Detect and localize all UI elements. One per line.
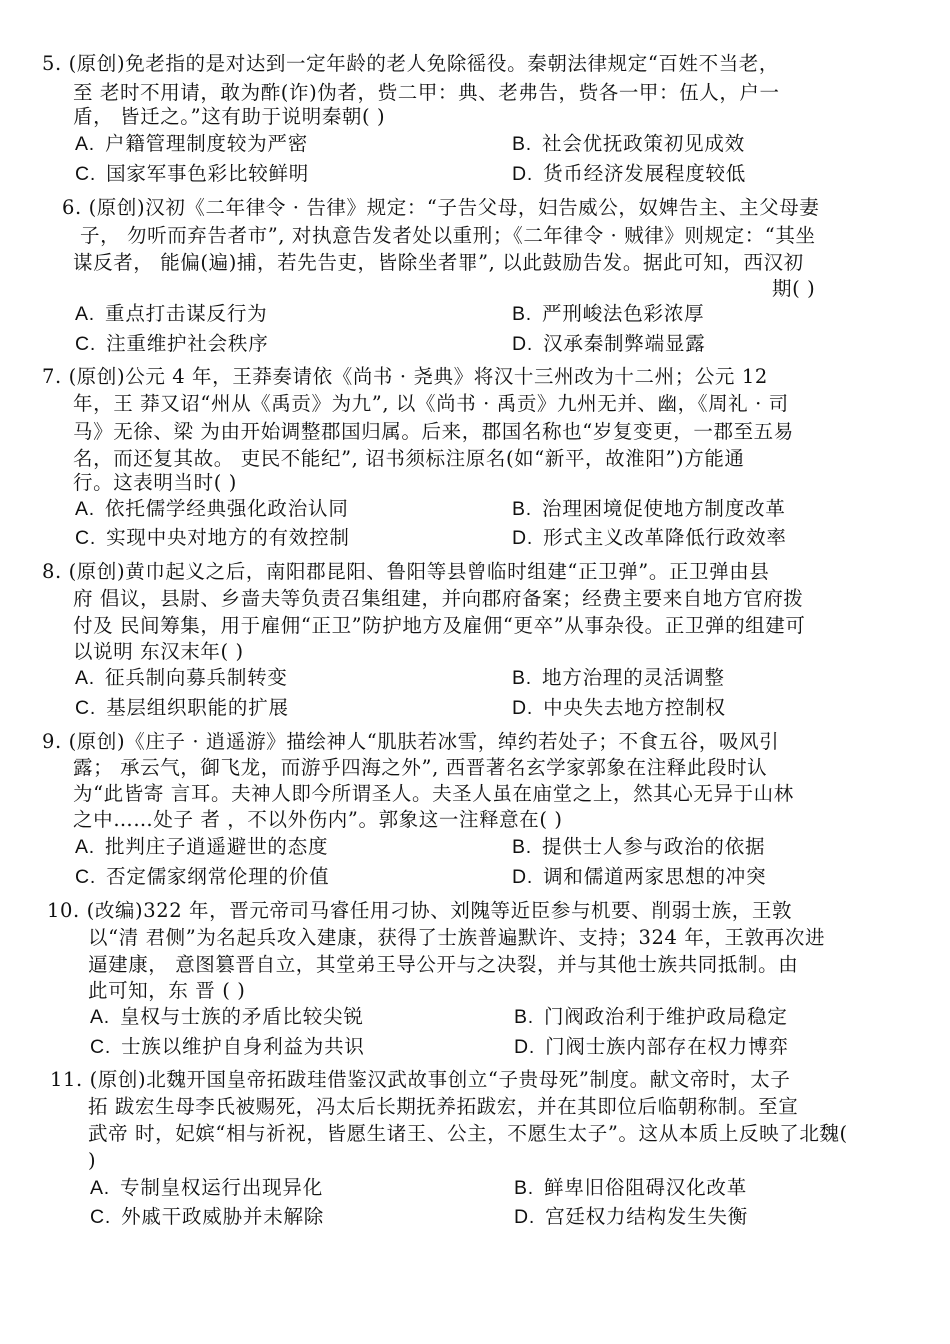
option-a: A. 批判庄子逍遥避世的态度 (75, 835, 329, 858)
option-a: A. 皇权与士族的矛盾比较尖锐 (90, 1005, 364, 1028)
question-text-line: 武帝 时，妃嫔“相与祈祝，皆愿生诸王、公主，不愿生太子”。这从本质上反映了北魏( (88, 1122, 848, 1145)
option-b: B. 地方治理的灵活调整 (512, 666, 725, 689)
question-text-line: ) (88, 1149, 97, 1172)
option-a: A. 专制皇权运行出现异化 (90, 1176, 324, 1199)
question-text-line: 年，王 莽又诏“州从《禹贡》为九”, 以《尚书 · 禹贡》九州无并、幽，《周礼 · 司 (73, 392, 789, 415)
option-c: C. 实现中央对地方的有效控制 (75, 526, 350, 549)
question-text-line: 付及 民间筹集，用于雇佣“正卫”防护地方及雇佣“更卒”从事杂役。正卫弹的组建可 (73, 614, 806, 637)
question-text-line: 以“清 君侧”为名起兵攻入建康，获得了士族普遍默许、支持；324 年，王敦再次进 (88, 926, 826, 949)
option-a: A. 重点打击谋反行为 (75, 302, 268, 325)
option-d: D. 调和儒道两家思想的冲突 (512, 865, 767, 888)
question-text-line: 露； 承云气，御飞龙，而游乎四海之外”, 西晋著名玄学家郭象在注释此段时认 (73, 756, 768, 779)
question-text-line: 5. (原创)免老指的是对达到一定年龄的老人免除徭役。秦朝法律规定“百姓不当老， (42, 52, 779, 75)
question-text-line: 10. (改编)322 年，晋元帝司马睿任用刁协、刘隗等近臣参与机要、削弱士族，王敦 (47, 899, 793, 922)
question-text-line: 9. (原创)《庄子 · 逍遥游》描绘神人“肌肤若冰雪，绰约若处子；不食五谷，吸风引 (42, 730, 780, 753)
option-d: D. 货币经济发展程度较低 (512, 162, 747, 185)
question-text-line: 马》无徐、梁 为由开始调整郡国归属。后来，郡国名称也“岁复变更，一郡至五易 (73, 420, 794, 443)
question-text-line: 11. (原创)北魏开国皇帝拓跋珪借鉴汉武故事创立“子贵母死”制度。献文帝时，太子 (50, 1068, 791, 1091)
question-text-line: 期( ) (772, 277, 816, 300)
option-a: A. 依托儒学经典强化政治认同 (75, 497, 349, 520)
option-d: D. 汉承秦制弊端显露 (512, 332, 706, 355)
question-text-line: 名，而还复其故。 吏民不能纪”, 诏书须标注原名(如“新平，故淮阳”)方能通 (73, 447, 745, 470)
question-text-line: 为“此皆寄 言耳。夫神人即今所谓圣人。夫圣人虽在庙堂之上，然其心无异于山林 (73, 782, 794, 805)
option-c: C. 国家军事色彩比较鲜明 (75, 162, 310, 185)
question-text-line: 子， 勿听而弃告者市”, 对执意告发者处以重刑；《二年律令 · 贼律》则规定：“其坐 (80, 224, 816, 247)
option-b: B. 治理困境促使地方制度改革 (512, 497, 786, 520)
option-d: D. 门阀士族内部存在权力博弈 (514, 1035, 789, 1058)
option-d: D. 中央失去地方控制权 (512, 696, 726, 719)
option-a: A. 征兵制向募兵制转变 (75, 666, 288, 689)
option-d: D. 形式主义改革降低行政效率 (512, 526, 787, 549)
option-a: A. 户籍管理制度较为严密 (75, 132, 309, 155)
option-b: B. 门阀政治利于维护政局稳定 (514, 1005, 788, 1028)
option-c: C. 基层组织职能的扩展 (75, 696, 289, 719)
option-b: B. 提供士人参与政治的依据 (512, 835, 766, 858)
option-d: D. 宫廷权力结构发生失衡 (514, 1205, 749, 1228)
option-b: B. 严刑峻法色彩浓厚 (512, 302, 705, 325)
question-text-line: 7. (原创)公元 4 年，王莽奏请依《尚书 · 尧典》将汉十三州改为十二州；公元 12 (42, 365, 768, 388)
option-b: B. 鲜卑旧俗阻碍汉化改革 (514, 1176, 748, 1199)
question-text-line: 以说明 东汉末年( ) (73, 640, 244, 663)
question-text-line: 之中……处子 者 ，不以外伤内”。郭象这一注释意在( ) (73, 808, 563, 831)
question-text-line: 至 老时不用请，敢为酢(诈)伪者，赀二甲：典、老弗告，赀各一甲：伍人，户一 (73, 81, 780, 104)
question-text-line: 拓 跋宏生母李氏被赐死，冯太后长期抚养拓跋宏，并在其即位后临朝称制。至宣 (88, 1095, 799, 1118)
option-c: C. 否定儒家纲常伦理的价值 (75, 865, 330, 888)
question-text-line: 盾， 皆迁之。”这有助于说明秦朝( ) (73, 105, 386, 128)
question-text-line: 府 倡议，县尉、乡啬夫等负责召集组建，并向郡府备案；经费主要来自地方官府拨 (73, 587, 804, 610)
question-text-line: 此可知，东 晋 ( ) (88, 979, 246, 1002)
option-c: C. 士族以维护自身利益为共识 (90, 1035, 365, 1058)
option-b: B. 社会优抚政策初见成效 (512, 132, 746, 155)
question-text-line: 行。这表明当时( ) (73, 471, 237, 494)
question-text-line: 6. (原创)汉初《二年律令 · 告律》规定：“子告父母，妇告威公，奴婢告主、主父母妻 (62, 196, 820, 219)
question-text-line: 谋反者， 能偏(遍)捕，若先告吏，皆除坐者罪”, 以此鼓励告发。据此可知，西汉初 (73, 251, 804, 274)
question-text-line: 逼建康， 意图篡晋自立，其堂弟王导公开与之决裂，并与其他士族共同抵制。由 (88, 953, 799, 976)
option-c: C. 注重维护社会秩序 (75, 332, 269, 355)
option-c: C. 外戚干政威胁并未解除 (90, 1205, 325, 1228)
question-text-line: 8. (原创)黄巾起义之后，南阳郡昆阳、鲁阳等县曾临时组建“正卫弹”。正卫弹由县 (42, 560, 770, 583)
